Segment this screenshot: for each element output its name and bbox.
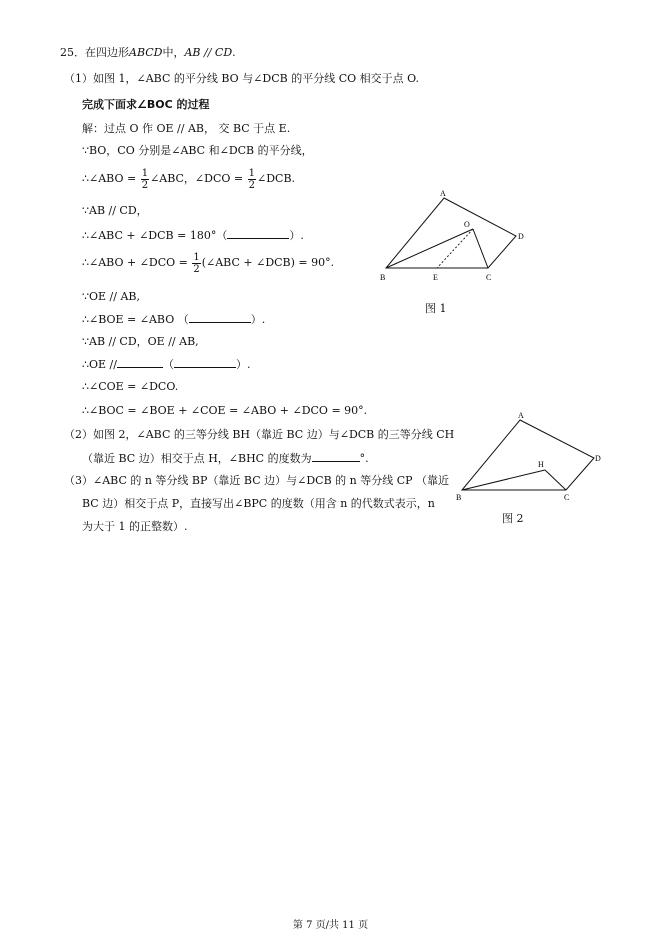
step-2: ∴∠ABO = $\frac{1}{2}$ ∠ABC，∠DCO = $\frac{1}{2}$ ∠DCB. [82, 167, 296, 191]
figure-1-caption: 图 1 [425, 302, 447, 315]
part1-heading: 完成下面求∠BOC 的过程 [82, 98, 210, 111]
step-5: ∴∠ABO + ∠DCO = $\frac{1}{2}$ (∠ABC + ∠DCB) = 90°. [82, 251, 335, 275]
page-footer: 第 7 页/共 11 页 [292, 920, 369, 931]
label-d-2: D [595, 454, 601, 463]
quadrilateral-abcd-2 [462, 420, 594, 490]
label-c-2: C [564, 493, 570, 502]
fraction-half: $\frac{1}{2}$ [248, 167, 255, 191]
parallel-blank[interactable] [117, 357, 163, 368]
label-e: E [433, 273, 438, 282]
step-11: ∴∠BOC = ∠BOE + ∠COE = ∠ABO + ∠DCO = 90°. [82, 404, 368, 417]
problem-header: 25．在四边形ABCD中，AB // CD. [60, 46, 236, 59]
part2-line-2: （靠近 BC 边）相交于点 H，∠BHC 的度数为 °. [82, 452, 369, 465]
label-a-2: A [518, 411, 524, 420]
step-8: ∵AB // CD，OE // AB, [82, 335, 199, 348]
label-c: C [486, 273, 492, 282]
step-9: ∴OE // （ ）. [82, 358, 251, 371]
part2-line-1: （2）如图 2，∠ABC 的三等分线 BH（靠近 BC 边）与∠DCB 的三等分线 CH [64, 428, 455, 441]
segment-ch [545, 470, 566, 490]
reason-blank-1[interactable] [227, 228, 289, 239]
reason-blank-3[interactable] [174, 357, 236, 368]
label-h: H [538, 460, 544, 469]
segment-bo [386, 229, 473, 268]
label-d: D [518, 232, 524, 241]
part3-line-1: （3）∠ABC 的 n 等分线 BP（靠近 BC 边）与∠DCB 的 n 等分线 CP （靠近 [64, 474, 450, 487]
step-1: ∵BO，CO 分别是∠ABC 和∠DCB 的平分线， [82, 144, 313, 157]
fraction-half: $\frac{1}{2}$ [193, 251, 200, 275]
step-3: ∵AB // CD， [82, 204, 148, 217]
angle-bhc-blank[interactable] [312, 451, 360, 462]
solution-intro: 解：过点 O 作 OE // AB， 交 BC 于点 E. [82, 122, 291, 135]
step-4: ∴∠ABC + ∠DCB = 180°（ ）. [82, 229, 304, 242]
part3-line-2: BC 边）相交于点 P，直接写出∠BPC 的度数（用含 n 的代数式表示，n [82, 497, 435, 510]
reason-blank-2[interactable] [189, 312, 251, 323]
figure-1 [372, 186, 532, 290]
part1-statement: （1）如图 1，∠ABC 的平分线 BO 与∠DCB 的平分线 CO 相交于点 O. [64, 72, 419, 85]
label-b-2: B [456, 493, 462, 502]
step-10: ∴∠COE = ∠DCO. [82, 380, 179, 393]
segment-co [473, 229, 488, 268]
label-b: B [380, 273, 386, 282]
problem-number: 25． [60, 46, 85, 59]
label-a: A [440, 189, 446, 198]
part3-line-3: 为大于 1 的正整数）. [82, 520, 188, 533]
label-o: O [464, 220, 470, 229]
segment-oe [437, 229, 473, 268]
figure-2 [452, 410, 607, 510]
fraction-half: $\frac{1}{2}$ [141, 167, 149, 191]
figure-2-caption: 图 2 [502, 512, 524, 525]
step-6: ∵OE // AB, [82, 290, 140, 303]
quadrilateral-abcd [386, 198, 516, 268]
segment-bh [462, 470, 545, 490]
step-7: ∴∠BOE = ∠ABO （ ）. [82, 313, 266, 326]
